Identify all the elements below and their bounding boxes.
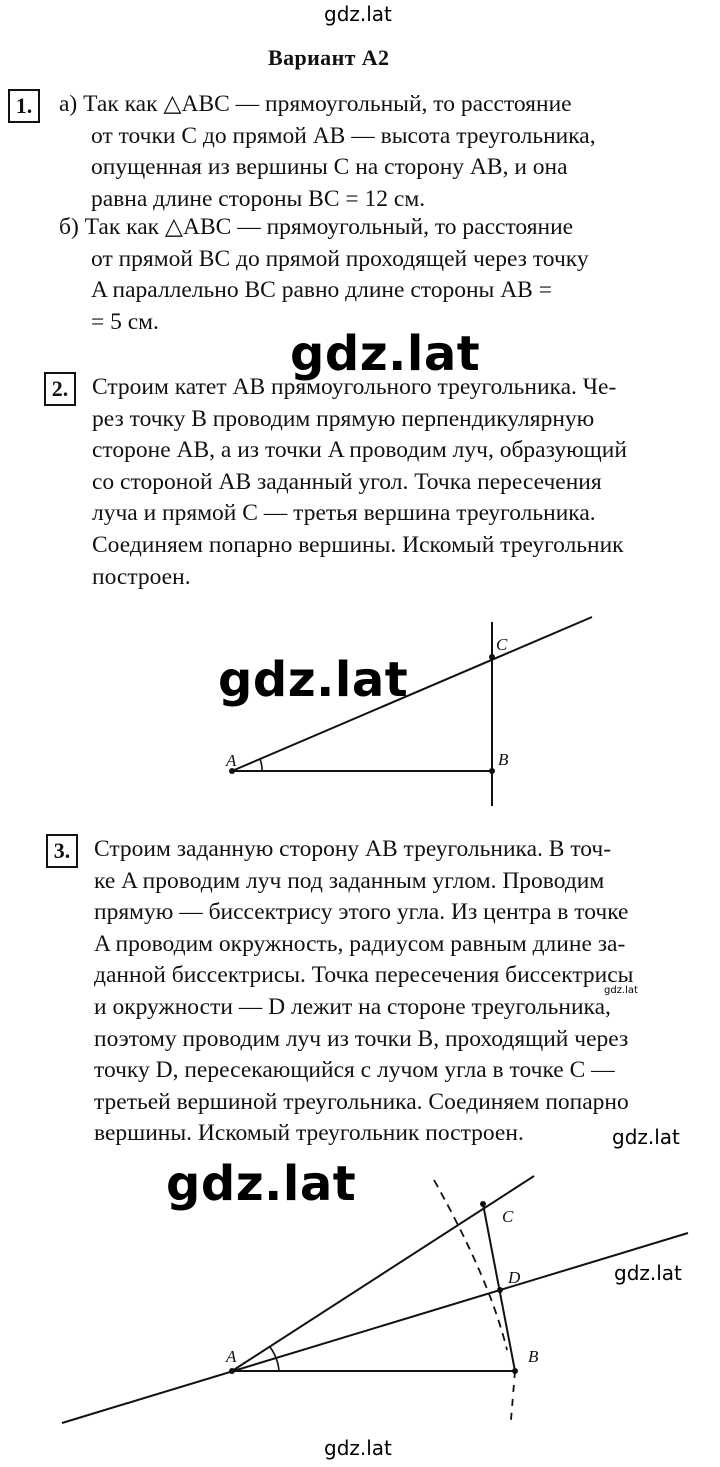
- text-line: Соединяем попарно вершины. Искомый треугольник: [92, 531, 624, 558]
- circle-arc: [434, 1180, 507, 1350]
- side-bc-extension: [511, 1371, 515, 1420]
- text-line: рез точку B проводим прямую перпендикулярную: [92, 405, 595, 432]
- text-line: со стороной AB заданный угол. Точка пересечения: [92, 468, 602, 495]
- label-b: B: [528, 1347, 539, 1366]
- label-d: D: [508, 1268, 521, 1287]
- label-c: C: [496, 635, 508, 654]
- text-line: данной биссектрисы. Точка пересечения биссектрисы: [94, 962, 634, 989]
- text-line: и окружности — D лежит на стороне треугольника,: [94, 993, 611, 1020]
- point-b: [512, 1368, 518, 1374]
- text-line: A проводим окружность, радиусом равным длине за-: [94, 930, 626, 957]
- ray-ac: [232, 1176, 534, 1371]
- text-line: опущенная из вершины C на сторону AB, и она: [91, 154, 568, 181]
- text-line: вершины. Искомый треугольник построен.: [94, 1120, 524, 1147]
- label-b: B: [498, 750, 509, 769]
- text-line: стороне AB, а из точки A проводим луч, образующий: [92, 437, 627, 464]
- bisector-line: [62, 1233, 688, 1423]
- angle-arc-a: [260, 759, 262, 771]
- text-line: а) Так как △ABC — прямоугольный, то расстояние: [59, 91, 572, 117]
- text-line: Строим катет AB прямоугольного треугольника. Че-: [92, 374, 617, 400]
- label-a: A: [226, 1347, 237, 1366]
- problem-number-3: 3.: [46, 834, 78, 868]
- problem-1-part-b: [59, 212, 663, 338]
- text-line: от прямой BC до прямой проходящей через точку: [91, 245, 589, 272]
- watermark-figure2: gdz.lat: [166, 1156, 357, 1212]
- problem-2-text: [92, 372, 696, 593]
- watermark-mid: gdz.lat: [290, 326, 481, 382]
- text-line: прямую — биссектрису этого угла. Из центра в точке: [94, 899, 629, 926]
- watermark-top: gdz.lat: [324, 2, 392, 26]
- point-b: [489, 768, 495, 774]
- problem-number-1: 1.: [8, 89, 40, 123]
- problem-3-text: [94, 834, 698, 1150]
- text-line: точку D, пересекающийся с лучом угла в точке C —: [94, 1057, 615, 1084]
- text-line: третьей вершиной треугольника. Соединяем попарно: [94, 1088, 629, 1115]
- text-line: луча и прямой C — третья вершина треугольника.: [92, 500, 596, 527]
- text-line: поэтому проводим луч из точки B, проходящий через: [94, 1025, 629, 1052]
- point-d: [497, 1287, 503, 1293]
- text-line: построен.: [92, 563, 191, 590]
- watermark-figure2-right: gdz.lat: [614, 1261, 682, 1285]
- text-line: = 5 см.: [91, 308, 159, 335]
- text-line: Строим заданную сторону AB треугольника. В точ-: [94, 836, 612, 862]
- figure-2-bisector-construction: [0, 1160, 720, 1430]
- watermark-tiny: gdz.lat: [604, 985, 638, 996]
- watermark-figure1: gdz.lat: [218, 652, 409, 708]
- point-a: [229, 1368, 235, 1374]
- label-c: C: [502, 1207, 514, 1226]
- ray-ac: [232, 617, 592, 771]
- watermark-bottom: gdz.lat: [324, 1436, 392, 1460]
- label-a: A: [226, 751, 237, 770]
- text-line: ке A проводим луч под заданным углом. Проводим: [94, 867, 605, 894]
- page-heading: Вариант А2: [268, 45, 390, 70]
- text-line: равна длине стороны BC = 12 см.: [91, 185, 426, 212]
- problem-1-part-a: [59, 89, 663, 215]
- text-line: б) Так как △ABC — прямоугольный, то расстояние: [59, 214, 574, 240]
- text-line: от точки C до прямой AB — высота треугольника,: [91, 122, 596, 149]
- watermark-right: gdz.lat: [612, 1125, 680, 1149]
- point-c: [480, 1201, 486, 1207]
- text-line: A параллельно BC равно длине стороны AB =: [91, 277, 552, 304]
- figure-1-right-triangle: [0, 600, 720, 820]
- problem-number-2: 2.: [44, 372, 76, 406]
- point-c: [489, 654, 495, 660]
